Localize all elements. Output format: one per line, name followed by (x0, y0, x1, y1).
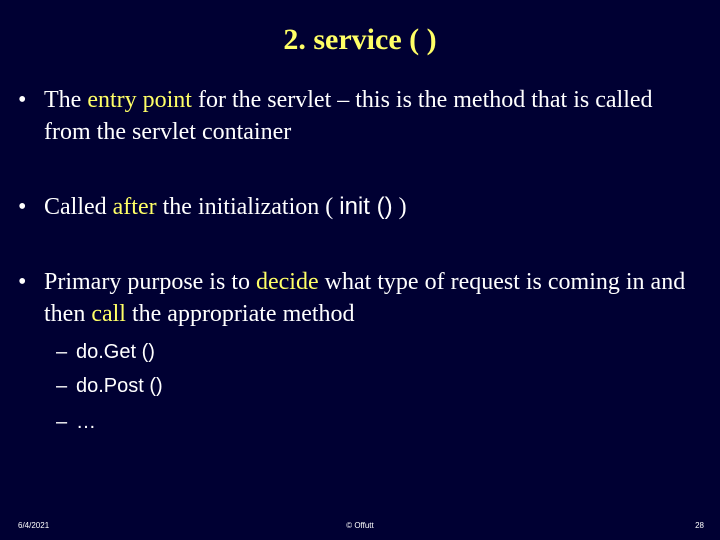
slide-title: 2. service ( ) (283, 23, 437, 56)
text-run: Called (44, 194, 113, 220)
dash-glyph: – (56, 411, 68, 433)
highlight-entry-point: entry point (87, 87, 192, 113)
footer-date: 6/4/2021 (18, 521, 50, 530)
subitem-label: do.Get () (76, 341, 155, 363)
dash-glyph: – (56, 341, 68, 363)
text-run: the appropriate method (125, 301, 355, 327)
text-run: for the servlet – this is the method that is called from the servlet container (44, 87, 653, 145)
bullet-dot: • (18, 87, 27, 113)
bullet-text (44, 191, 698, 223)
footer-page-number: 28 (695, 521, 704, 530)
code-init: init () (339, 193, 393, 220)
dash-glyph: – (56, 375, 68, 397)
bullet-primary-purpose (18, 266, 698, 330)
text-run: ) (392, 194, 407, 220)
text-run: what type of request is coming in and then (44, 269, 686, 327)
bullet-text (44, 84, 698, 148)
subitem-ellipsis (56, 404, 96, 440)
subitem-doget (56, 334, 155, 370)
highlight-decide: decide (255, 269, 319, 295)
highlight-call: call (91, 301, 126, 327)
highlight-after: after (112, 194, 157, 220)
text-run: Primary purpose is to (44, 269, 256, 295)
bullet-dot: • (18, 269, 27, 295)
bullet-dot: • (18, 194, 27, 220)
subitem-label: do.Post () (76, 375, 163, 397)
subitem-label: … (76, 411, 96, 433)
bullet-after-init (18, 191, 698, 223)
text-run: the initialization ( (156, 194, 340, 220)
bullet-entry-point (18, 84, 698, 148)
bullet-text (44, 266, 698, 330)
subitem-dopost (56, 368, 163, 404)
text-run: The (44, 87, 88, 113)
footer-credit: © Offutt (346, 521, 374, 530)
